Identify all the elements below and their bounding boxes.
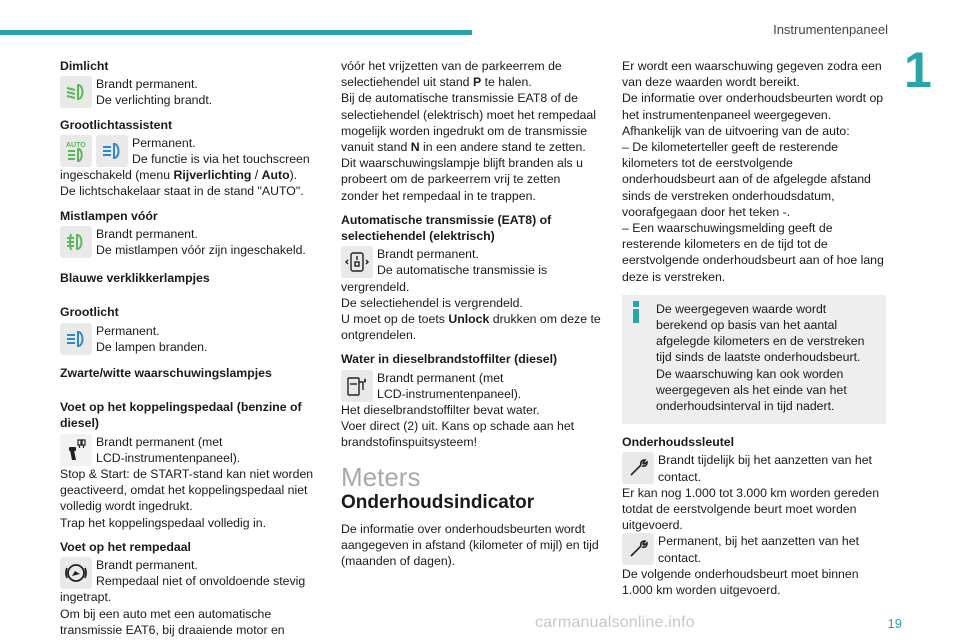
heading-grootlichtassistent: Grootlichtassistent — [60, 117, 173, 132]
rem-row — [60, 557, 320, 589]
heading-water: Water in dieselbrandstoffilter (diesel) — [341, 352, 558, 367]
mist-text: Brandt permanent. De mistlampen vóór zijn ingeschakeld. — [96, 226, 306, 258]
heading-eat8: Automatische transmissie (EAT8) of selectiehendel (elektrisch) — [341, 212, 552, 244]
unlock-key: Unlock — [448, 312, 490, 327]
section-meters: Meters — [341, 461, 421, 492]
service-wrench-icon — [622, 452, 654, 484]
heading-grootlicht: Grootlicht — [60, 305, 119, 320]
high-beam-icon — [96, 135, 128, 167]
heading-zwart-wit: Zwarte/witte waarschuwingslampjes — [60, 366, 272, 381]
brake-pedal-icon — [60, 557, 92, 589]
sleutel2-text: Permanent, bij het aanzetten van het contact. — [658, 534, 859, 565]
grootlicht-text: Permanent. De lampen branden. — [96, 323, 208, 354]
sleutel2-row — [622, 533, 886, 565]
water-row — [341, 370, 601, 402]
service-info-text: Er wordt een waarschuwing gegeven zodra een van deze waarden wordt bereikt. De informatie over onderhoudsbeurten wordt op het instrumentenpaneel weergegeven. Afhankelijk van de uitvoering van de auto: – De kilometerteller geeft de resterende kilometers tot de eerstvolgende onderhoudsbeurt aan of de afgelegde afstand sinds de verstreken onderhoudsdatum, voorafgegaan door het teken -. – Een waarschuwingsmelding geeft de resterende kilometers en de tijd tot de eerstvolgende onderhoudsbeurt aan of hoe lang deze is verstreken. — [622, 59, 884, 284]
groot-rest-a: ingeschakeld (menu — [60, 168, 174, 183]
dimlicht-row — [60, 76, 320, 108]
rem-rest: ingetrapt. Om bij een auto met een automatische transmissie EAT6, bij draaiende motor en — [60, 590, 285, 637]
grootlicht-row — [60, 323, 320, 355]
svg-text:AUTO: AUTO — [66, 141, 86, 149]
column-3 — [622, 58, 886, 598]
water-rest: Het dieselbrandstoffilter bevat water. Voer direct (2) uit. Kans op schade aan het brandstofinspuitsysteem! — [341, 403, 575, 450]
gear-lock-icon — [341, 246, 373, 278]
koppeling-rest: Stop & Start: de START-stand kan niet worden geactiveerd, omdat het koppelingspedaal niet volledig wordt ingedrukt. Trap het koppelingspedaal volledig in. — [60, 467, 314, 530]
dimlicht-text: Brandt permanent. De verlichting brandt. — [96, 77, 213, 108]
sleutel1-rest: Er kan nog 1.000 tot 3.000 km worden gereden totdat de eerstvolgende beurt moet worden uitgevoerd. — [622, 485, 880, 533]
groot-rest — [60, 167, 320, 199]
info-icon — [632, 301, 640, 323]
intro-b: te halen. Bij de automatische transmissie EAT8 of de selectiehendel (elektrisch) moet het rempedaal mogelijk worden ingedrukt om de transmissie vanuit stand — [341, 75, 596, 155]
mist-row — [60, 226, 320, 258]
watermark: carmanualsonline.info — [535, 614, 695, 631]
onderhoud-text: De informatie over onderhoudsbeurten wordt aangegeven in afstand (kilometer of mijl) en tijd (maanden of dagen). — [341, 522, 599, 569]
eat8-row — [341, 246, 601, 278]
auto-high-beam-icon — [60, 135, 92, 167]
note-text: De weergegeven waarde wordt berekend op basis van het aantal afgelegde kilometers en de verstreken tijd sinds de laatste onderhoudsbeurt. De waarschuwing kan ook worden weergegeven als het einde van het onderhoudsinterval in tijd nadert. — [656, 301, 865, 414]
stand-n: N — [410, 140, 420, 155]
groot-row — [60, 135, 320, 167]
column-1 — [60, 58, 320, 638]
sleutel1-text: Brandt tijdelijk bij het aanzetten van het contact. — [658, 453, 872, 484]
stand-p: P — [472, 75, 482, 90]
section-title: Instrumentenpaneel — [773, 22, 888, 37]
page-number: 19 — [887, 616, 902, 631]
heading-rempedaal: Voet op het rempedaal — [60, 539, 191, 554]
groot-rest-c: ). — [289, 168, 298, 183]
water-in-diesel-icon — [341, 370, 373, 402]
low-beam-icon — [60, 76, 92, 108]
menu-auto: Auto — [261, 168, 290, 183]
heading-dimlicht: Dimlicht — [60, 59, 109, 73]
heading-mistlampen: Mistlampen vóór — [60, 208, 158, 223]
main-beam-icon — [60, 323, 92, 355]
groot-rest-d: De lichtschakelaar staat in de stand "AUTO". — [60, 184, 304, 199]
header-accent-bar — [0, 30, 472, 35]
info-note — [622, 295, 886, 424]
groot-text: Permanent. De functie is via het touchscreen — [132, 135, 310, 167]
chapter-number: 1 — [904, 42, 932, 98]
koppeling-text: Brandt permanent (met LCD-instrumentenpaneel). — [96, 434, 241, 465]
heading-blauwe: Blauwe verklikkerlampjes — [60, 271, 210, 286]
heading-onderhoudsindicator: Onderhoudsindicator — [341, 491, 535, 513]
intro-c: in een andere stand te zetten. Dit waarschuwingslampje blijft branden als u probeert om de parkeerrem vrij te zetten zonder het rempedaal in te trappen. — [341, 140, 586, 203]
water-text: Brandt permanent (met LCD-instrumentenpaneel). — [377, 370, 522, 401]
eat8-rest-b: drukken om deze te ontgrendelen. — [341, 312, 601, 343]
eat-intro — [341, 58, 601, 204]
sleutel2-rest: De volgende onderhoudsbeurt moet binnen 1.000 km worden uitgevoerd. — [622, 566, 859, 598]
heading-koppeling: Voet op het koppelingspedaal (benzine of diesel) — [60, 400, 302, 431]
column-2 — [341, 58, 601, 570]
eat8-rest-a: vergrendeld. De selectiehendel is vergrendeld. U moet op de toets — [341, 279, 523, 327]
intro-a: vóór het vrijzetten van de parkeerrem de selectiehendel uit stand — [341, 59, 562, 90]
koppeling-row — [60, 434, 320, 466]
menu-rijverlichting: Rijverlichting — [173, 168, 252, 183]
heading-onderhoudssleutel: Onderhoudssleutel — [622, 435, 735, 450]
eat8-text: Brandt permanent. De automatische transmissie is — [377, 247, 548, 278]
rem-text: Brandt permanent. Rempedaal niet of onvoldoende stevig — [96, 558, 306, 589]
service-wrench-icon-2 — [622, 533, 654, 565]
sleutel1-row — [622, 452, 886, 484]
groot-rest-sep: / — [251, 168, 262, 183]
eat8-rest — [341, 279, 601, 344]
clutch-pedal-icon — [60, 434, 92, 466]
front-fog-lamp-icon — [60, 226, 92, 258]
